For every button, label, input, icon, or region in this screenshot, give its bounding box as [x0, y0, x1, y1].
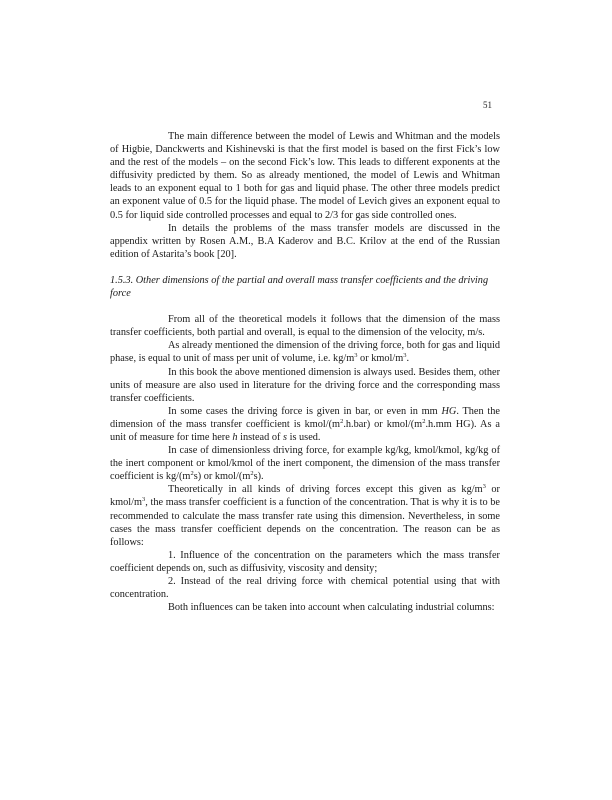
- list-item-influence-concentration: 1. Influence of the concentration on the parameters which the mass transfer coefficient depends on, such as diffusivity, viscosity and density;: [110, 549, 500, 574]
- paragraph-bar-units: In some cases the driving force is given in bar, or even in mm HG. Then the dimension of the mass transfer coefficient is kmol/$(m^2.h.bar)$ or kmol/($m^2.h.mm$ HG). As a unit of measure for time here h instead of s is used.: [110, 405, 500, 443]
- section-heading: 1.5.3. Other dimensions of the partial and overall mass transfer coefficients and the driving force: [110, 274, 489, 300]
- list-item-real-driving-force: 2. Instead of the real driving force with chemical potential using that with concentration.: [110, 576, 500, 601]
- paragraph-velocity-dimension: From all of the theoretical models it follows that the dimension of the mass transfer coefficients, both partial and overall, is equal to the dimension of the velocity, m/s.: [110, 314, 500, 339]
- paragraph-dimensionless-force: In case of dimensionless driving force, for example kg/kg, kmol/kmol, kg/kg of the inert component or kmol/kmol of the inert component, the dimension of the mass transfer coefficient is $kg/(m^2s)$ or kmol/$(m^2s)$.: [110, 445, 500, 483]
- paragraph-driving-force-dimension: As already mentioned the dimension of the driving force, both for gas and liquid phase, is equal to unit of mass per unit of volume, i.e. $kg/m^3$ or kmol/$m^3$.: [110, 340, 500, 365]
- paragraph-industrial-columns: Both influences can be taken into account when calculating industrial columns:: [168, 602, 495, 614]
- paragraph-concentration-dependence: Theoretically in all kinds of driving forces except this given as $kg/m^3$ or kmol/$m^3$, the mass transfer coefficient is a function of the concentration. That is why it is to be recommended to calculate the mass transfer rate using this dimension. Nevertheless, in some cases the mass transfer coefficient depends on the concentration. The reason can be as follows:: [110, 483, 500, 548]
- paragraph-appendix-reference: In details the problems of the mass transfer models are discussed in the appendix written by Rosen A.M., B.A Kaderov and B.C. Krilov at the end of the Russian edition of Astarita’s book [20].: [110, 222, 500, 260]
- page-body: [110, 130, 500, 614]
- page-number: 51: [483, 100, 492, 110]
- paragraph-other-units: In this book the above mentioned dimension is always used. Besides them, other units of measure are also used in literature for the driving force and the corresponding mass transfer coefficients.: [110, 366, 500, 404]
- paragraph-model-differences: The main difference between the model of Lewis and Whitman and the models of Higbie, Danckwerts and Kishinevski is that the first model is based on the first Fick’s low and the rest of the models – on the second Fick’s low. This leads to different exponents at the diffusivity predicted by them. So as already mentioned, the model of Lewis and Whitman leads to an exponent equal to 1 both for gas and liquid phase. The other three models predict an exponent value of 0.5 for the liquid phase. The model of Levich gives an exponent equal to 0.5 for liquid side controlled processes and equal to 2/3 for gas side controlled ones.: [110, 131, 500, 221]
